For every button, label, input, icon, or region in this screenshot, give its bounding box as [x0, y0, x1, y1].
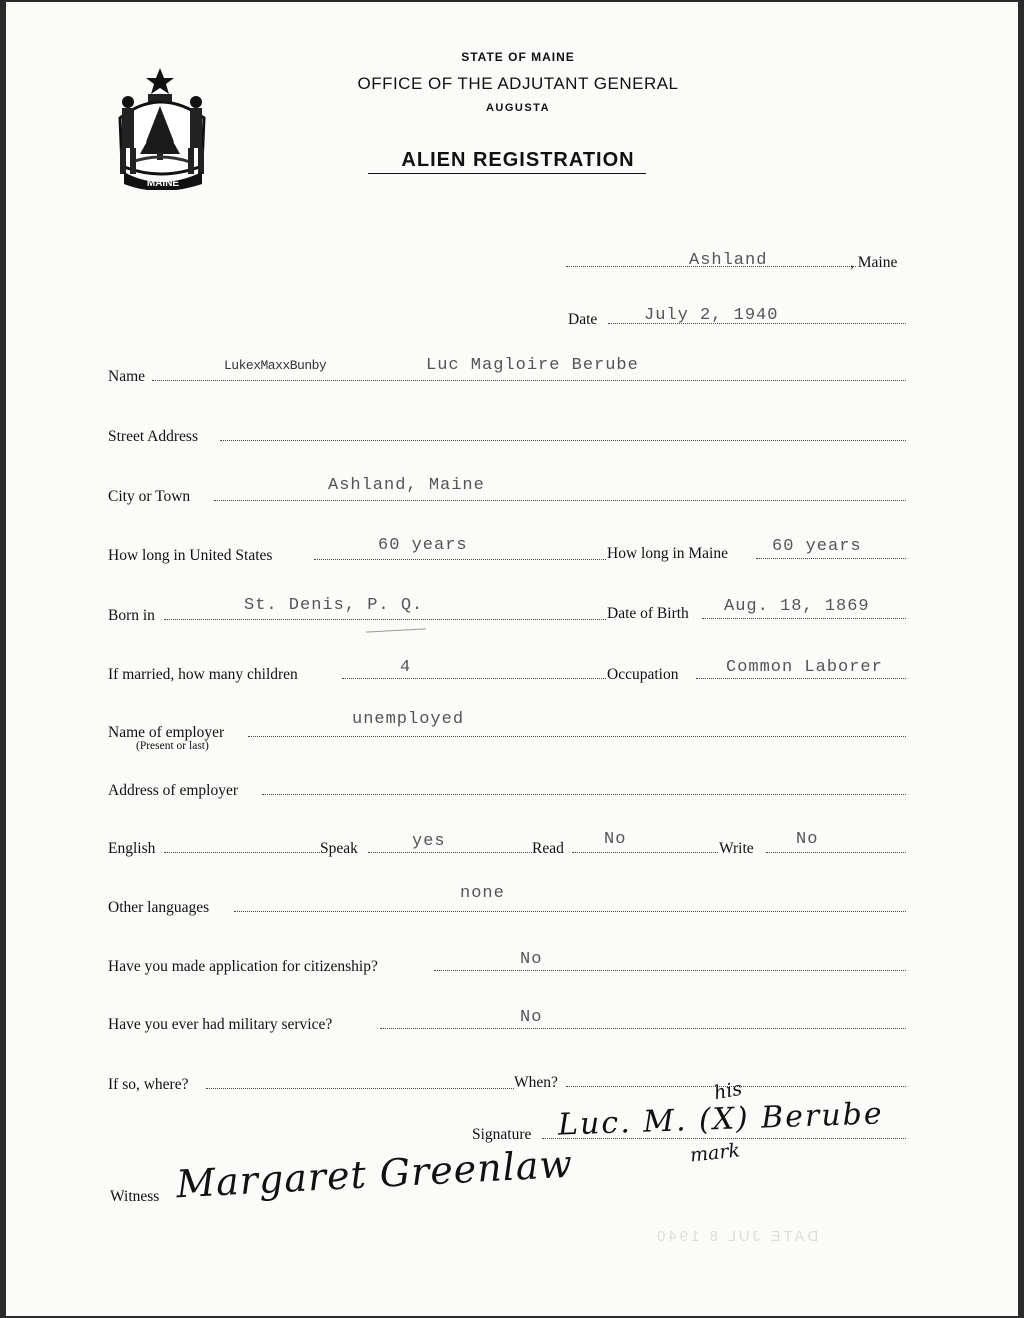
witness-label: Witness: [110, 1188, 160, 1205]
street-label: Street Address: [108, 428, 198, 445]
registration-form: [6, 2, 1018, 1316]
signature-his: his: [712, 1077, 744, 1105]
born-in-value: St. Denis, P. Q.: [244, 596, 424, 615]
received-stamp: DATE JUL 8 1940: [654, 1228, 819, 1245]
born-in-line: [164, 619, 606, 620]
children-label: If married, how many children: [108, 666, 298, 683]
header-office: OFFICE OF THE ADJUTANT GENERAL: [357, 74, 679, 93]
dob-value: Aug. 18, 1869: [724, 597, 870, 616]
english-line: [164, 852, 320, 853]
write-label: Write: [719, 840, 754, 857]
town-value: Ashland: [689, 251, 768, 270]
employer-value: unemployed: [352, 710, 465, 729]
write-value: No: [796, 830, 819, 849]
street-line: [220, 440, 906, 441]
name-line: [152, 380, 906, 381]
born-in-underline: [366, 628, 426, 632]
citizenship-label: Have you made application for citizenship?: [108, 958, 378, 975]
military-line: [380, 1028, 906, 1029]
city-line: [214, 500, 906, 501]
other-languages-value: none: [460, 884, 505, 903]
other-languages-label: Other languages: [108, 899, 210, 916]
where-label: If so, where?: [108, 1076, 189, 1093]
maine-label: , Maine: [850, 254, 898, 271]
signature-handwriting: Luc. M. (X) Berube: [557, 1096, 885, 1143]
seal-text: MAINE: [146, 178, 180, 189]
how-long-us-label: How long in United States: [108, 547, 273, 564]
occupation-line: [696, 678, 906, 679]
signature-label: Signature: [472, 1126, 532, 1143]
employer-line: [248, 736, 906, 737]
where-line: [206, 1088, 514, 1089]
header-city: AUGUSTA: [485, 102, 551, 114]
military-value: No: [520, 1008, 543, 1027]
employer-address-label: Address of employer: [108, 782, 238, 799]
employer-label: Name of employer: [108, 724, 225, 741]
read-line: [572, 852, 718, 853]
dob-line: [702, 618, 906, 619]
how-long-us-value: 60 years: [378, 536, 468, 555]
name-struck-value: LukexMaxxBunby: [224, 358, 327, 373]
citizenship-value: No: [520, 950, 543, 969]
title-underline: [368, 173, 646, 174]
when-label: When?: [514, 1074, 558, 1091]
witness-signature: Margaret Greenlaw: [175, 1141, 574, 1207]
other-languages-line: [234, 911, 906, 912]
read-value: No: [604, 830, 627, 849]
employer-sublabel: (Present or last): [136, 740, 209, 752]
speak-value: yes: [412, 832, 446, 851]
how-long-us-line: [314, 559, 606, 560]
date-value: July 2, 1940: [644, 306, 779, 325]
name-value: Luc Magloire Berube: [426, 356, 639, 375]
born-in-label: Born in: [108, 607, 155, 624]
header-state: STATE OF MAINE: [461, 50, 575, 64]
city-label: City or Town: [108, 488, 191, 505]
dob-label: Date of Birth: [607, 605, 689, 622]
form-title: ALIEN REGISTRATION: [401, 149, 635, 171]
citizenship-line: [434, 970, 906, 971]
how-long-maine-value: 60 years: [772, 537, 862, 556]
read-label: Read: [532, 840, 564, 857]
write-line: [766, 852, 906, 853]
signature-mark: mark: [688, 1139, 741, 1167]
occupation-label: Occupation: [607, 666, 679, 683]
english-label: English: [108, 840, 156, 857]
children-line: [342, 678, 606, 679]
occupation-value: Common Laborer: [726, 658, 883, 677]
how-long-maine-label: How long in Maine: [607, 545, 728, 562]
name-label: Name: [108, 368, 146, 385]
children-value: 4: [400, 658, 412, 677]
employer-address-line: [262, 794, 906, 795]
city-value: Ashland, Maine: [328, 476, 485, 495]
speak-label: Speak: [320, 840, 358, 857]
date-label: Date: [568, 311, 598, 328]
speak-line: [368, 852, 532, 853]
military-label: Have you ever had military service?: [108, 1016, 333, 1033]
how-long-maine-line: [756, 558, 906, 559]
